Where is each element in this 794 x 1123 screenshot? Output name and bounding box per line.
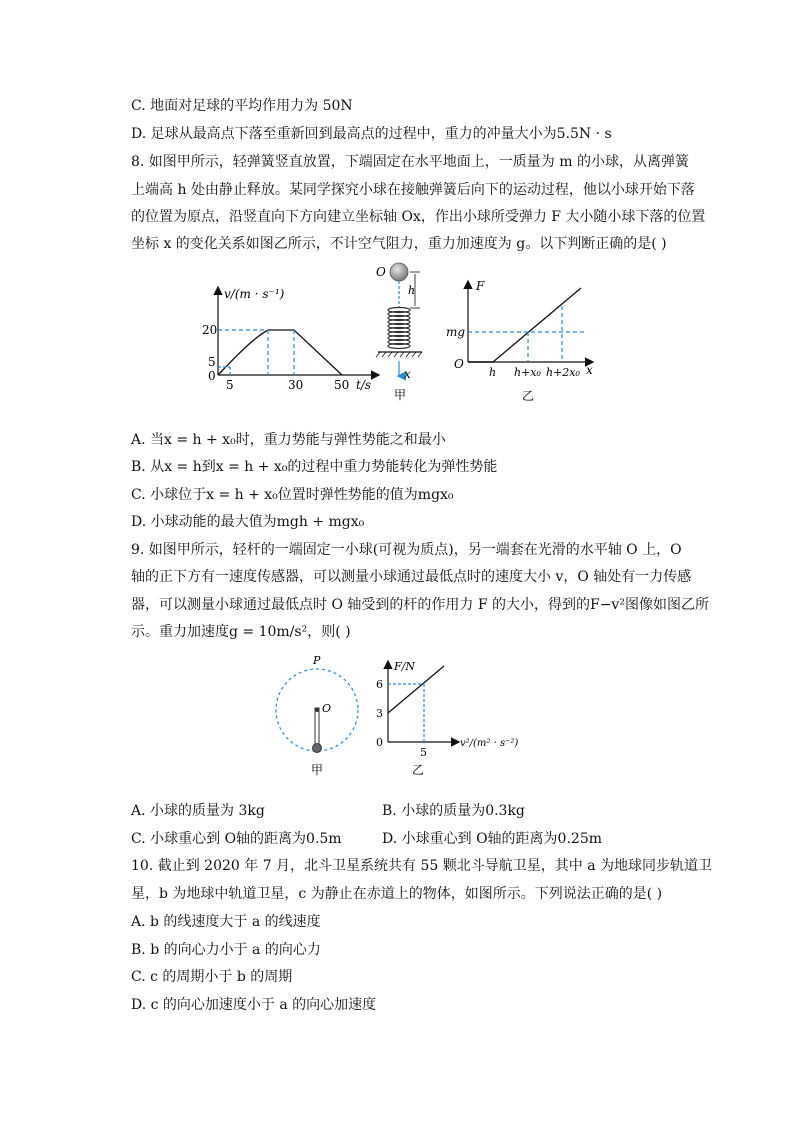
caption-jia: 甲 xyxy=(311,763,324,777)
caption-yi: 乙 xyxy=(412,763,425,777)
ground-hatch xyxy=(376,352,422,357)
q8-stem-line-2: 上端高 h 处由静止释放。某同学探究小球在接触弹簧后向下的运动过程，他以小球开始下落 xyxy=(131,182,695,198)
q10-option-b: B. b 的向心力小于 a 的向心力 xyxy=(131,942,321,958)
fv2-ylabel: F/N xyxy=(394,660,415,673)
ytick-0: 0 xyxy=(208,369,216,383)
q10-option-c: C. c 的周期小于 b 的周期 xyxy=(131,969,293,985)
q9-option-c: C. 小球重心到 O轴的距离为0.5m xyxy=(131,831,342,847)
q9-stem-line-4: 示。重力加速度g = 10m/s²，则( ) xyxy=(131,624,351,640)
xtick-30: 30 xyxy=(288,378,304,392)
xtick-h-x0: h+x₀ xyxy=(514,366,541,379)
q9-stem-line-3: 器，可以测量小球通过最低点时 O 轴受到的杆的作用力 F 的大小，得到的F−v²图像如图乙所 xyxy=(131,597,709,613)
fv2-xlabel: v²/(m² · s⁻²) xyxy=(460,738,519,749)
mg-label: mg xyxy=(446,325,466,339)
q9-fv2-graph xyxy=(372,656,532,778)
q8-option-c: C. 小球位于x = h + x₀位置时弹性势能的值为mgx₀ xyxy=(131,487,454,503)
q10-option-d: D. c 的向心加速度小于 a 的向心加速度 xyxy=(131,997,377,1013)
ball-icon xyxy=(390,263,408,281)
vt-ylabel: v/(m · s⁻¹) xyxy=(224,287,285,301)
xtick-5: 5 xyxy=(420,746,427,759)
q8-option-d: D. 小球动能的最大值为mgh + mgx₀ xyxy=(131,514,365,530)
q8-option-a: A. 当x = h + x₀时，重力势能与弹性势能之和最小 xyxy=(131,432,446,448)
q7-option-d: D. 足球从最高点下落至重新回到最高点的过程中，重力的冲量大小为5.5N · s xyxy=(131,126,612,142)
xtick-h-2x0: h+2x₀ xyxy=(546,366,580,379)
q10-stem-line-2: 星，b 为地球中轨道卫星，c 为静止在赤道上的物体，如图所示。下列说法正确的是( ) xyxy=(131,886,663,902)
spring-icon xyxy=(388,308,410,349)
q9-option-d: D. 小球重心到 O轴的距离为0.25m xyxy=(382,831,603,847)
fx-line xyxy=(493,288,581,362)
fx-xlabel: x xyxy=(586,363,593,377)
q10-stem-line-1: 10. 截止到 2020 年 7 月，北斗卫星系统共有 55 颗北斗导航卫星，其中 a 为地球同步轨道卫 xyxy=(131,858,713,874)
q10-option-a: A. b 的线速度大于 a 的线速度 xyxy=(131,914,321,930)
ytick-0: 0 xyxy=(376,736,383,749)
caption-yi: 乙 xyxy=(522,389,535,403)
x-label: x xyxy=(404,367,411,381)
q7-option-c: C. 地面对足球的平均作用力为 50N xyxy=(131,98,353,114)
axis-point xyxy=(315,708,319,712)
xtick-50: 50 xyxy=(334,378,350,392)
q9-rod-figure xyxy=(268,652,368,778)
q9-stem-line-2: 轴的正下方有一速度传感器，可以测量小球通过最低点时的速度大小 v，O 轴处有一力传感 xyxy=(131,569,692,585)
fv2-line xyxy=(388,666,444,713)
ytick-6: 6 xyxy=(376,678,383,691)
q8-spring-figure xyxy=(370,258,440,403)
q9-option-b: B. 小球的质量为0.3kg xyxy=(382,803,525,819)
rod-icon xyxy=(315,708,319,746)
q8-option-b: B. 从x = h到x = h + x₀的过程中重力势能转化为弹性势能 xyxy=(131,459,498,475)
vt-curve xyxy=(218,330,342,375)
ytick-3: 3 xyxy=(376,707,383,720)
ytick-20: 20 xyxy=(202,323,218,337)
vt-xlabel: t/s xyxy=(356,378,372,392)
q9-stem-line-1: 9. 如图甲所示，轻杆的一端固定一小球(可视为质点)，另一端套在光滑的水平轴 O 上，O xyxy=(131,542,682,558)
fx-ylabel: F xyxy=(476,279,485,293)
q8-stem-line-4: 坐标 x 的变化关系如图乙所示，不计空气阻力，重力加速度为 g。以下判断正确的是( ) xyxy=(131,236,667,252)
xtick-5: 5 xyxy=(226,378,234,392)
xtick-h: h xyxy=(489,366,497,379)
origin-label: O xyxy=(376,265,386,279)
ball-icon xyxy=(313,744,322,753)
q8-vt-graph xyxy=(200,282,390,392)
caption-jia: 甲 xyxy=(394,388,407,402)
o-label: O xyxy=(322,702,332,715)
q9-option-a: A. 小球的质量为 3kg xyxy=(131,803,265,819)
p-label: P xyxy=(313,654,321,667)
fx-origin: O xyxy=(454,357,464,371)
q8-stem-line-1: 8. 如图甲所示，轻弹簧竖直放置，下端固定在水平地面上，一质量为 m 的小球，从离弹簧 xyxy=(131,154,689,170)
q8-fx-graph xyxy=(444,276,604,404)
h-label: h xyxy=(408,284,416,297)
ytick-5: 5 xyxy=(208,355,216,369)
q8-stem-line-3: 的位置为原点，沿竖直向下方向建立坐标轴 Ox，作出小球所受弹力 F 大小随小球下落的位置 xyxy=(131,209,706,225)
